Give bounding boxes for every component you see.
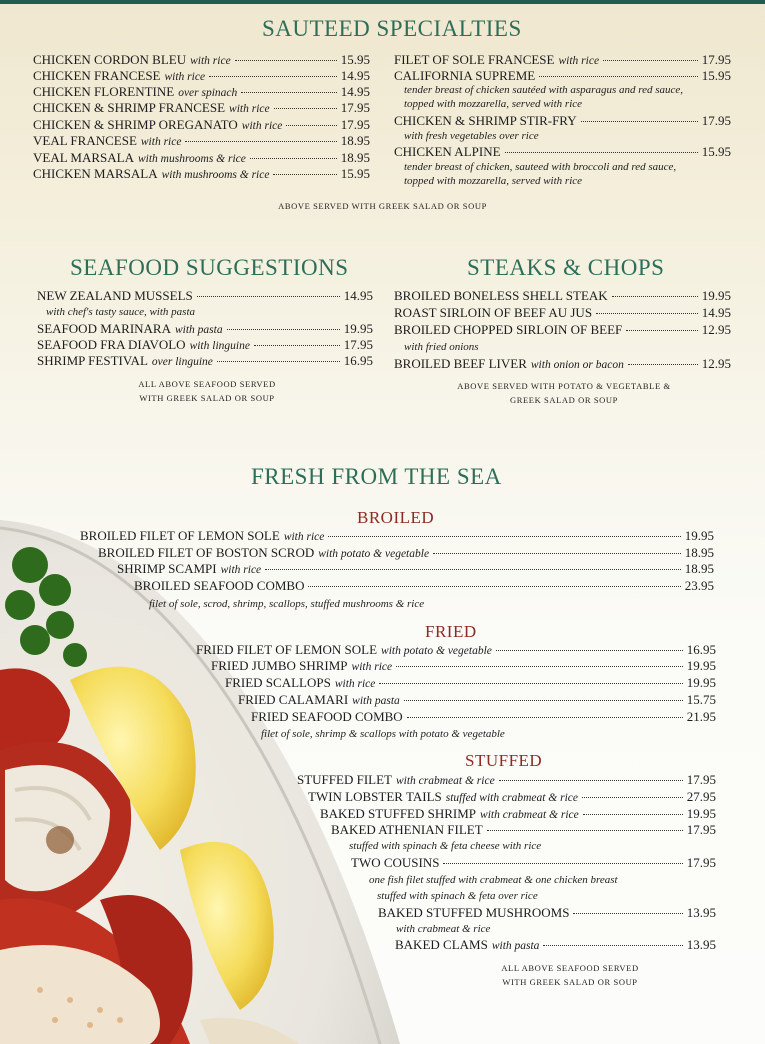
menu-item-description: with rice bbox=[229, 103, 270, 115]
menu-item-description: with mushrooms & rice bbox=[138, 153, 246, 165]
menu-item-name: SEAFOOD MARINARA bbox=[37, 321, 171, 336]
menu-item-row bbox=[395, 937, 716, 954]
dot-leader bbox=[539, 76, 698, 77]
dot-leader bbox=[407, 717, 683, 718]
menu-item-row bbox=[98, 545, 714, 562]
menu-item-row bbox=[394, 305, 731, 321]
cousins-note-1: one fish filet stuffed with crabmeat & one chicken breast bbox=[369, 874, 618, 886]
dot-leader bbox=[582, 797, 683, 798]
menu-item-price: 12.95 bbox=[701, 356, 731, 371]
dot-leader bbox=[308, 586, 680, 587]
menu-item-row bbox=[37, 288, 373, 304]
menu-item-name: FRIED SEAFOOD COMBO bbox=[251, 709, 403, 724]
menu-item-price: 15.95 bbox=[701, 144, 731, 159]
menu-item-price: 17.95 bbox=[701, 113, 731, 128]
dot-leader bbox=[404, 700, 683, 701]
dot-leader bbox=[443, 863, 682, 864]
menu-item-description: over spinach bbox=[178, 87, 238, 99]
menu-item-row bbox=[394, 144, 731, 160]
mussels-note: with chef's tasty sauce, with pasta bbox=[46, 306, 196, 318]
california-note-2: topped with mozzarella, served with rice bbox=[404, 98, 583, 110]
dot-leader bbox=[250, 158, 337, 159]
california-note-1: tender breast of chicken sautéed with asparagus and red sauce, bbox=[404, 84, 684, 96]
steaks-served-2: GREEK SALAD OR SOUP bbox=[510, 395, 618, 405]
menu-item-price: 14.95 bbox=[701, 305, 731, 320]
seafood-suggestions-title: SEAFOOD SUGGESTIONS bbox=[70, 255, 349, 280]
menu-item-description: with linguine bbox=[189, 340, 250, 352]
menu-item-price: 18.95 bbox=[340, 150, 370, 165]
dot-leader bbox=[505, 152, 698, 153]
menu-item-price: 15.95 bbox=[340, 166, 370, 181]
menu-item-row bbox=[394, 322, 731, 338]
menu-item-name: CHICKEN MARSALA bbox=[33, 166, 158, 181]
menu-item-name: VEAL FRANCESE bbox=[33, 133, 137, 148]
menu-item-name: CHICKEN ALPINE bbox=[394, 144, 501, 159]
menu-item-description: with pasta bbox=[491, 940, 540, 952]
menu-item-name: ROAST SIRLOIN OF BEEF AU JUS bbox=[394, 305, 593, 320]
menu-item-price: 18.95 bbox=[684, 545, 714, 560]
stuffed-subtitle: STUFFED bbox=[465, 751, 543, 770]
dot-leader bbox=[626, 330, 698, 331]
menu-item-description: with potato & vegetable bbox=[381, 645, 492, 657]
menu-item-price: 21.95 bbox=[686, 709, 716, 724]
menu-item-price: 18.95 bbox=[340, 133, 370, 148]
menu-item-description: with onion or bacon bbox=[530, 359, 624, 371]
menu-item-row bbox=[33, 150, 370, 167]
menu-item-price: 16.95 bbox=[686, 642, 716, 657]
menu-item-name: SHRIMP FESTIVAL bbox=[37, 353, 148, 368]
menu-item-price: 16.95 bbox=[343, 353, 373, 368]
dot-leader bbox=[274, 108, 337, 109]
menu-item-name: CHICKEN CORDON BLEU bbox=[33, 52, 187, 67]
menu-item-row bbox=[394, 52, 731, 69]
menu-item-price: 17.95 bbox=[686, 855, 716, 870]
menu-item-row bbox=[37, 353, 373, 370]
menu-item-price: 14.95 bbox=[340, 84, 370, 99]
menu-item-description: with rice bbox=[220, 564, 262, 576]
menu-item-price: 13.95 bbox=[686, 905, 716, 920]
menu-item-row bbox=[196, 642, 716, 659]
menu-item-description: with rice bbox=[558, 55, 600, 67]
dot-leader bbox=[273, 174, 336, 175]
menu-item-name: SEAFOOD FRA DIAVOLO bbox=[37, 337, 186, 352]
menu-item-row bbox=[394, 113, 731, 129]
dot-leader bbox=[596, 313, 698, 314]
dot-leader bbox=[209, 76, 337, 77]
alpine-note-1: tender breast of chicken, sauteed with broccoli and red sauce, bbox=[404, 161, 677, 173]
menu-item-row bbox=[394, 356, 731, 373]
broiled-combo-note: filet of sole, scrod, shrimp, scallops, stuffed mushrooms & rice bbox=[149, 598, 425, 610]
sauteed-served-note: ABOVE SERVED WITH GREEK SALAD OR SOUP bbox=[278, 201, 487, 211]
menu-item-price: 19.95 bbox=[701, 288, 731, 303]
menu-item-description: with rice bbox=[190, 55, 231, 67]
dot-leader bbox=[185, 141, 336, 142]
dot-leader bbox=[628, 364, 698, 365]
menu-item-row bbox=[33, 100, 370, 117]
menu-item-row bbox=[33, 52, 370, 69]
menu-item-name: BAKED ATHENIAN FILET bbox=[331, 822, 483, 837]
dot-leader bbox=[217, 361, 340, 362]
menu-item-name: BAKED STUFFED SHRIMP bbox=[320, 806, 477, 821]
menu-item-description: with rice bbox=[140, 136, 182, 148]
menu-item-description: with pasta bbox=[352, 695, 400, 707]
menu-item-price: 19.95 bbox=[343, 321, 373, 336]
menu-item-price: 17.95 bbox=[343, 337, 373, 352]
menu-item-name: CALIFORNIA SUPREME bbox=[394, 68, 536, 83]
stuffed-served-1: ALL ABOVE SEAFOOD SERVED bbox=[501, 963, 639, 973]
menu-item-row bbox=[351, 855, 716, 871]
menu-item-row bbox=[394, 288, 731, 304]
dot-leader bbox=[328, 536, 680, 537]
dot-leader bbox=[235, 60, 337, 61]
dot-leader bbox=[603, 60, 698, 61]
menu-item-description: with rice bbox=[351, 661, 393, 673]
menu-item-price: 17.95 bbox=[686, 772, 716, 787]
menu-item-description: with crabmeat & rice bbox=[480, 809, 579, 821]
menu-item-name: SHRIMP SCAMPI bbox=[117, 561, 217, 576]
menu-item-name: BROILED BEEF LIVER bbox=[394, 356, 527, 371]
alpine-note-2: topped with mozzarella, served with rice bbox=[404, 175, 583, 187]
menu-item-name: BROILED SEAFOOD COMBO bbox=[134, 578, 305, 593]
menu-item-name: NEW ZEALAND MUSSELS bbox=[37, 288, 193, 303]
menu-item-name: TWO COUSINS bbox=[351, 855, 440, 870]
menu-item-description: with rice bbox=[334, 678, 376, 690]
dot-leader bbox=[612, 296, 698, 297]
menu-item-price: 18.95 bbox=[684, 561, 714, 576]
menu-item-name: VEAL MARSALA bbox=[33, 150, 134, 165]
steaks-served-1: ABOVE SERVED WITH POTATO & VEGETABLE & bbox=[457, 381, 671, 391]
dot-leader bbox=[433, 553, 681, 554]
dot-leader bbox=[197, 296, 340, 297]
menu-item-name: BAKED STUFFED MUSHROOMS bbox=[378, 905, 570, 920]
menu-item-price: 15.75 bbox=[686, 692, 716, 707]
menu-item-row bbox=[320, 806, 716, 823]
menu-item-row bbox=[80, 528, 714, 545]
menu-item-name: TWIN LOBSTER TAILS bbox=[308, 789, 442, 804]
menu-item-name: FRIED CALAMARI bbox=[238, 692, 349, 707]
menu-item-price: 17.95 bbox=[340, 117, 370, 132]
menu-item-description: with mushrooms & rice bbox=[161, 169, 270, 181]
menu-item-description: with crabmeat & rice bbox=[395, 775, 495, 787]
menu-item-name: CHICKEN FRANCESE bbox=[33, 68, 161, 83]
menu-item-name: CHICKEN & SHRIMP STIR-FRY bbox=[394, 113, 577, 128]
menu-item-description: stuffed with crabmeat & rice bbox=[445, 792, 578, 804]
menu-item-description: with pasta bbox=[175, 324, 223, 336]
menu-item-name: BROILED BONELESS SHELL STEAK bbox=[394, 288, 608, 303]
menu-item-row bbox=[394, 68, 731, 84]
menu-item-row bbox=[37, 337, 373, 354]
dot-leader bbox=[265, 569, 681, 570]
menu-item-description: with rice bbox=[241, 120, 283, 132]
menu-item-name: FRIED SCALLOPS bbox=[225, 675, 331, 690]
dot-leader bbox=[573, 913, 682, 914]
stuffed-served-2: WITH GREEK SALAD OR SOUP bbox=[502, 977, 638, 987]
menu-item-name: BROILED FILET OF BOSTON SCROD bbox=[98, 545, 315, 560]
dot-leader bbox=[543, 945, 682, 946]
menu-item-row bbox=[251, 709, 716, 725]
stirfry-note: with fresh vegetables over rice bbox=[404, 130, 539, 142]
menu-item-description: with rice bbox=[283, 531, 325, 543]
dot-leader bbox=[499, 780, 683, 781]
dot-leader bbox=[496, 650, 683, 651]
menu-item-name: BROILED FILET OF LEMON SOLE bbox=[80, 528, 280, 543]
menu-item-price: 17.95 bbox=[701, 52, 731, 67]
dot-leader bbox=[286, 125, 336, 126]
menu-item-price: 17.95 bbox=[340, 100, 370, 115]
menu-item-name: FRIED FILET OF LEMON SOLE bbox=[196, 642, 378, 657]
menu-item-row bbox=[33, 117, 370, 134]
menu-item-row bbox=[225, 675, 716, 692]
menu-item-row bbox=[33, 68, 370, 85]
dot-leader bbox=[581, 121, 698, 122]
menu-item-name: BAKED CLAMS bbox=[395, 937, 488, 952]
menu-item-row bbox=[117, 561, 714, 578]
menu-item-price: 14.95 bbox=[343, 288, 373, 303]
menu-item-price: 15.95 bbox=[701, 68, 731, 83]
menu-item-price: 27.95 bbox=[686, 789, 716, 804]
top-border bbox=[0, 0, 765, 4]
chopped-note: with fried onions bbox=[404, 341, 479, 353]
fresh-title: FRESH FROM THE SEA bbox=[251, 464, 502, 489]
steaks-title: STEAKS & CHOPS bbox=[467, 255, 665, 280]
menu-item-row bbox=[308, 789, 716, 806]
menu-item-row bbox=[33, 133, 370, 150]
menu-item-name: CHICKEN FLORENTINE bbox=[33, 84, 175, 99]
menu-item-description: with rice bbox=[164, 71, 206, 83]
menu-item-name: BROILED CHOPPED SIRLOIN OF BEEF bbox=[394, 322, 623, 337]
seafood-served-2: WITH GREEK SALAD OR SOUP bbox=[139, 393, 275, 403]
menu-item-row bbox=[33, 84, 370, 101]
cousins-note-2: stuffed with spinach & feta over rice bbox=[377, 890, 538, 902]
dot-leader bbox=[227, 329, 340, 330]
menu-item-price: 12.95 bbox=[701, 322, 731, 337]
menu-item-price: 17.95 bbox=[686, 822, 716, 837]
menu-item-row bbox=[331, 822, 716, 838]
menu-item-description: over linguine bbox=[151, 356, 213, 368]
fried-subtitle: FRIED bbox=[425, 622, 477, 641]
dot-leader bbox=[396, 666, 683, 667]
menu-item-row bbox=[37, 321, 373, 338]
menu-item-row bbox=[33, 166, 370, 183]
broiled-subtitle: BROILED bbox=[357, 508, 435, 527]
menu-item-row bbox=[134, 578, 714, 594]
menu-item-description: with potato & vegetable bbox=[318, 548, 430, 560]
menu-item-name: CHICKEN & SHRIMP FRANCESE bbox=[33, 100, 226, 115]
menu-item-price: 19.95 bbox=[686, 675, 716, 690]
menu-item-row bbox=[297, 772, 716, 789]
menu-item-price: 19.95 bbox=[684, 528, 714, 543]
fried-combo-note: filet of sole, shrimp & scallops with potato & vegetable bbox=[261, 728, 505, 740]
dot-leader bbox=[241, 92, 336, 93]
menu-item-price: 13.95 bbox=[686, 937, 716, 952]
menu-item-price: 19.95 bbox=[686, 806, 716, 821]
menu-item-name: FRIED JUMBO SHRIMP bbox=[211, 658, 348, 673]
menu-item-row bbox=[211, 658, 716, 675]
menu-item-price: 19.95 bbox=[686, 658, 716, 673]
menu-item-name: FILET OF SOLE FRANCESE bbox=[394, 52, 555, 67]
menu-item-row bbox=[378, 905, 716, 921]
dot-leader bbox=[254, 345, 340, 346]
seafood-served-1: ALL ABOVE SEAFOOD SERVED bbox=[138, 379, 276, 389]
menu-item-price: 14.95 bbox=[340, 68, 370, 83]
menu-item-price: 15.95 bbox=[340, 52, 370, 67]
menu-item-row bbox=[238, 692, 716, 709]
menu-item-name: CHICKEN & SHRIMP OREGANATO bbox=[33, 117, 238, 132]
dot-leader bbox=[379, 683, 682, 684]
sauteed-title: SAUTEED SPECIALTIES bbox=[262, 16, 522, 41]
menu-item-price: 23.95 bbox=[684, 578, 714, 593]
mushrooms-note: with crabmeat & rice bbox=[396, 923, 491, 935]
athenian-note: stuffed with spinach & feta cheese with rice bbox=[349, 840, 542, 852]
dot-leader bbox=[583, 814, 683, 815]
menu-item-name: STUFFED FILET bbox=[297, 772, 392, 787]
dot-leader bbox=[487, 830, 683, 831]
